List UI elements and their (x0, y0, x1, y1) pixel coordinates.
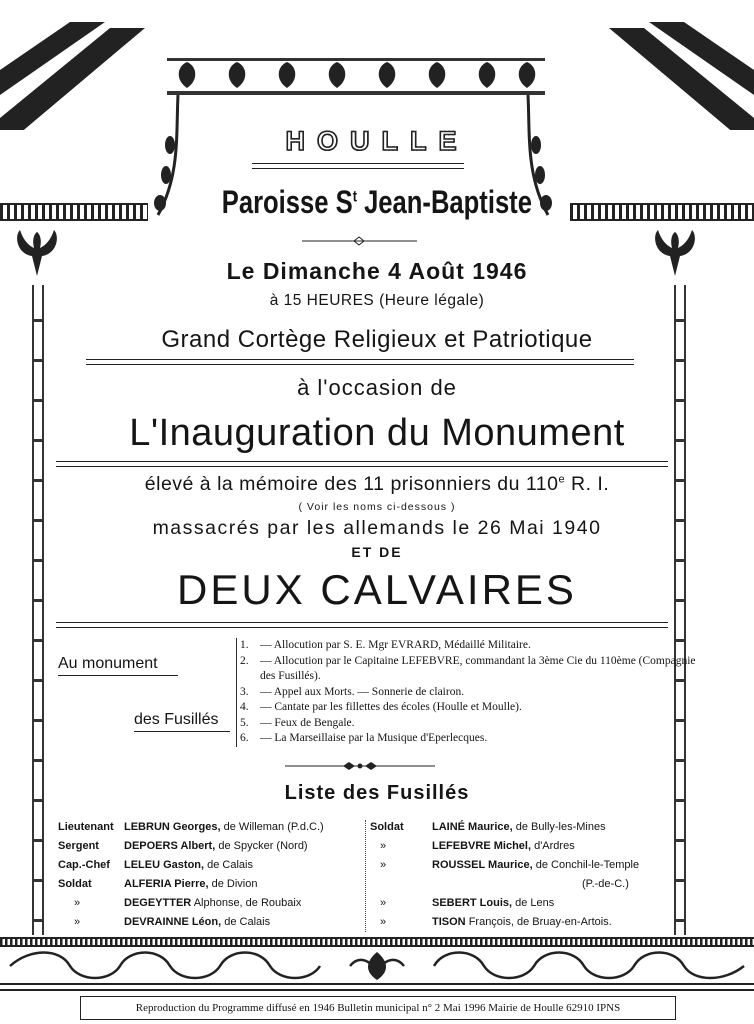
and-of-line: ET DE (351, 544, 403, 560)
divider-ornament (302, 236, 417, 246)
program-item: 3. — Appel aux Morts. — Sonnerie de clairon. (240, 685, 465, 698)
village-underline (252, 163, 464, 169)
program-list (236, 638, 707, 747)
program-item: 6. — La Marseillaise par la Musique d'Eperlecques. (240, 732, 488, 744)
title-underline (86, 359, 634, 365)
list-divider-ornament (285, 760, 435, 772)
list-row: Cap.-Chef LELEU Gaston, de Calais (58, 859, 253, 871)
list-row: » ROUSSEL Maurice, de Conchil-le-Temple (380, 859, 640, 871)
list-column-divider (365, 820, 366, 932)
list-row: » DEGEYTTER Alphonse, de Roubaix (74, 897, 302, 909)
event-time: à 15 HEURES (Heure légale) (269, 292, 485, 309)
list-row: Lieutenant LEBRUN Georges, de Willeman (P.d.C.) (58, 821, 324, 833)
list-row: Soldat ALFERIA Pierre, de Divion (58, 878, 258, 890)
parish-title: Paroisse $S^t$ Jean-Baptiste (221, 184, 533, 220)
program-item: 1. — Allocution par S. E. Mgr EVRARD, Médaillé Militaire. (240, 639, 531, 651)
program-label-monument: Au monument (58, 655, 178, 676)
list-row: » SEBERT Louis, de Lens (380, 897, 555, 909)
massacre-line: massacrés par les allemands le 26 Mai 1940 (152, 517, 602, 539)
corner-stripes-left (0, 0, 160, 130)
program-item: 4. — Cantate par les fillettes des écoles (Houlle et Moulle). (240, 701, 522, 713)
list-row: » LEFEBVRE Michel, d'Ardres (380, 840, 575, 852)
list-row: » TISON François, de Bruay-en-Artois. (380, 916, 612, 928)
main-underline (56, 461, 668, 467)
victims-list-left (58, 818, 324, 932)
see-names-note: ( Voir les noms ci-dessous ) (298, 501, 456, 513)
event-title: Grand Cortège Religieux et Patriotique (161, 326, 593, 353)
list-row: » DEVRAINNE Léon, de Calais (74, 916, 271, 928)
main-heading: L'Inauguration du Monument (129, 412, 625, 454)
program-item: 5. — Feux de Bengale. (240, 716, 355, 729)
list-row: Soldat LAINÉ Maurice, de Bully-les-Mines (370, 821, 606, 833)
list-row: Sergent DEPOERS Albert, de Spycker (Nord) (58, 840, 308, 852)
event-date: Le Dimanche 4 Août 1946 (226, 258, 528, 284)
program-item: 2. — Allocution par le Capitaine LEFEBVRE, commandant la 3ème Cie du 110ème (Compagnie des Fusillés). (240, 654, 696, 682)
list-title: Liste des Fusillés (284, 782, 470, 804)
calvaires-underline (56, 622, 668, 628)
memory-line: élevé à la mémoire des 11 prisonniers du 110e R. I. (144, 473, 610, 495)
program-label-fusilles: des Fusillés (134, 711, 230, 732)
occasion-line: à l'occasion de (297, 375, 457, 400)
footer-credit: Reproduction du Programme diffusé en 1946 Bulletin municipal n° 2 Mai 1996 Mairie de Houlle 62910 IPNS (80, 996, 676, 1020)
bottom-border-ornament (0, 936, 754, 992)
list-row: (P.-de-C.) (582, 878, 629, 890)
calvaires-heading: DEUX CALVAIRES (177, 566, 577, 613)
victims-list-right (370, 818, 639, 932)
village-title: HOULLE (0, 126, 754, 157)
corner-stripes-right (594, 0, 754, 130)
top-frieze (167, 58, 545, 94)
